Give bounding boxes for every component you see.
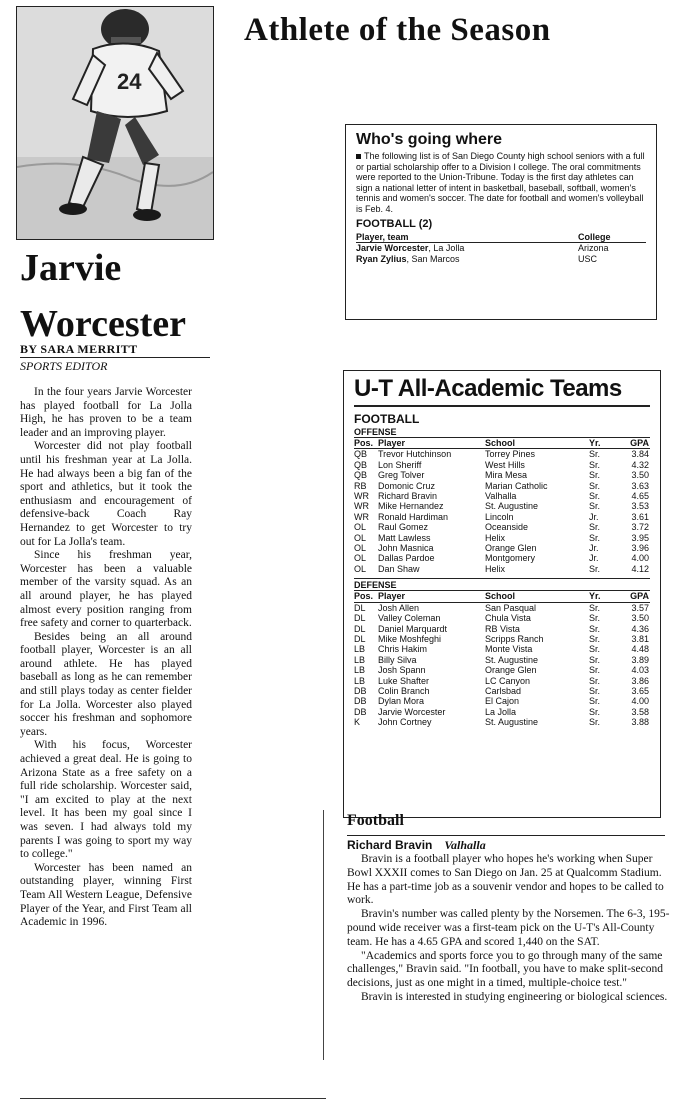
- cell-pos: K: [354, 717, 361, 728]
- whos-going-where-box: [345, 124, 657, 320]
- cell-gpa: 3.84: [631, 449, 649, 460]
- cell-yr: Sr.: [589, 501, 601, 512]
- cell-gpa: 3.89: [631, 654, 649, 665]
- cell-school: Scripps Ranch: [485, 633, 544, 644]
- cell-school: St. Augustine: [485, 654, 539, 665]
- player-name: Ryan Zylius: [356, 254, 407, 264]
- cell-player: Josh Allen: [378, 602, 420, 613]
- whos-going-where-header: [356, 232, 646, 243]
- cell-yr: Sr.: [589, 717, 601, 728]
- feature-paragraph: Bravin is interested in studying engineering or biological sciences.: [361, 990, 668, 1003]
- cell-gpa: 4.00: [631, 553, 649, 564]
- cell-gpa: 4.36: [631, 623, 649, 634]
- cell-player: Jarvie Worcester: [378, 706, 446, 717]
- cell-pos: OL: [354, 543, 367, 554]
- cell-yr: Sr.: [589, 696, 601, 707]
- table-row: [354, 543, 650, 553]
- cell-school: Orange Glen: [485, 543, 537, 554]
- whos-going-where-intro: [356, 151, 646, 214]
- intro-text: The following list is of San Diego County high school seniors with a full or partial scholarship offer to a Division I college. The oral commitments were reported to the Union-Tribune. Today is the first day athletes can sign a national letter of intent in basketball, baseball, softball, women's tennis and women's soccer. The date for football and women's volleyball is Feb. 4.: [356, 151, 645, 214]
- cell-yr: Sr.: [589, 491, 601, 502]
- table-row: [354, 449, 650, 459]
- byline-author: BY SARA MERRITT: [20, 342, 138, 356]
- cell-gpa: 4.12: [631, 563, 649, 574]
- table-row: [356, 254, 646, 265]
- cell-gpa: 3.53: [631, 501, 649, 512]
- cell-player: Dan Shaw: [378, 563, 420, 574]
- cell-school: Lincoln: [485, 511, 514, 522]
- cell-yr: Sr.: [589, 480, 601, 491]
- cell-school: Helix: [485, 532, 506, 543]
- article-paragraph: Besides being an all around football player, Worcester is an all around athlete. He has played baseball as long as he can remember and still plays today as center fielder for La Jolla. Worcester also played soccer his freshman and sophomore years.: [20, 630, 192, 738]
- athlete-name: [20, 240, 210, 352]
- cell-school: La Jolla: [485, 706, 517, 717]
- header-school: School: [485, 591, 516, 602]
- table-row: [354, 491, 650, 501]
- player-team: Ryan Zylius, San Marcos: [356, 254, 460, 264]
- table-row: [354, 655, 650, 665]
- cell-pos: DB: [354, 706, 367, 717]
- cell-school: Marian Catholic: [485, 480, 548, 491]
- cell-gpa: 3.96: [631, 543, 649, 554]
- cell-pos: DB: [354, 696, 367, 707]
- cell-school: Oceanside: [485, 522, 529, 533]
- table-row: [354, 501, 650, 511]
- cell-player: Josh Spann: [378, 665, 426, 676]
- cell-yr: Jr.: [589, 553, 599, 564]
- feature-paragraph: Bravin is a football player who hopes he's working when Super Bowl XXXII comes to San Diego on Jan. 25 at Qualcomm Stadium. He has a part-time job as a souvenir vendor and hopes to be called to work.: [347, 853, 664, 907]
- cell-school: Monte Vista: [485, 644, 533, 655]
- article-paragraph: Since his freshman year, Worcester has been a valuable member of the varsity squad. As an all around player, he has played almost every position ranging from free safety and corner to quarterback.: [20, 549, 192, 630]
- athlete-last-name: Worcester: [20, 303, 186, 346]
- bullet-square-icon: [356, 154, 361, 159]
- table-row: [354, 470, 650, 480]
- cell-school: Orange Glen: [485, 665, 537, 676]
- table-row: [354, 634, 650, 644]
- defense-header: [354, 591, 650, 602]
- cell-gpa: 3.72: [631, 522, 649, 533]
- college-name: Arizona: [578, 243, 609, 253]
- offense-list: [354, 449, 650, 574]
- cell-pos: OL: [354, 563, 367, 574]
- cell-gpa: 3.88: [631, 717, 649, 728]
- cell-pos: QB: [354, 459, 368, 470]
- academic-teams-section: FOOTBALL: [354, 412, 420, 426]
- defense-label: DEFENSE: [354, 580, 650, 591]
- table-row: [354, 613, 650, 623]
- feature-school: Valhalla: [444, 838, 486, 852]
- cell-school: El Cajon: [485, 696, 520, 707]
- cell-yr: Jr.: [589, 543, 599, 554]
- table-row: [354, 676, 650, 686]
- football-player-image: [17, 7, 213, 239]
- table-row: [354, 686, 650, 696]
- cell-player: Valley Coleman: [378, 613, 441, 624]
- defense-list: [354, 603, 650, 728]
- table-row: [354, 522, 650, 532]
- cell-yr: Sr.: [589, 522, 601, 533]
- college-name: USC: [578, 254, 598, 264]
- cell-player: Daniel Marquardt: [378, 623, 448, 634]
- cell-yr: Sr.: [589, 644, 601, 655]
- header-gpa: GPA: [630, 591, 649, 602]
- cell-school: Helix: [485, 563, 506, 574]
- cell-gpa: 4.48: [631, 644, 649, 655]
- team-name: San Marcos: [411, 254, 460, 264]
- column-divider: [323, 810, 324, 1060]
- cell-pos: LB: [354, 675, 366, 686]
- cell-yr: Sr.: [589, 654, 601, 665]
- header-yr: Yr.: [589, 591, 601, 602]
- page-title: Athlete of the Season: [244, 12, 551, 48]
- cell-school: San Pasqual: [485, 602, 537, 613]
- cell-pos: LB: [354, 644, 366, 655]
- feature-player-name: Richard Bravin: [347, 838, 433, 852]
- cell-pos: DL: [354, 623, 366, 634]
- table-row: [354, 603, 650, 613]
- cell-school: RB Vista: [485, 623, 520, 634]
- cell-player: Colin Branch: [378, 685, 430, 696]
- cell-pos: RB: [354, 480, 367, 491]
- cell-pos: OL: [354, 532, 367, 543]
- cell-pos: DB: [354, 685, 367, 696]
- cell-gpa: 3.57: [631, 602, 649, 613]
- header-gpa: GPA: [630, 438, 649, 448]
- cell-yr: Sr.: [589, 706, 601, 717]
- football-section-title: Football: [347, 812, 404, 829]
- cell-gpa: 3.50: [631, 470, 649, 481]
- cell-player: John Masnica: [378, 543, 434, 554]
- athlete-photo: [16, 6, 214, 240]
- feature-paragraph: "Academics and sports force you to go through many of the same challenges," Bravin said. "In football, you have to make split-second decisions, just as one might in a timed, multiple-choice test.": [347, 949, 663, 990]
- team-name: La Jolla: [433, 243, 465, 253]
- header-college: College: [578, 232, 611, 242]
- cell-yr: Sr.: [589, 449, 601, 460]
- cell-gpa: 3.81: [631, 633, 649, 644]
- cell-school: Torrey Pines: [485, 449, 536, 460]
- article-paragraph: In the four years Jarvie Worcester has played football for La Jolla High, he has proven to be a team leader and an improving player.: [20, 386, 192, 439]
- cell-player: Ronald Hardiman: [378, 511, 449, 522]
- cell-school: Valhalla: [485, 491, 517, 502]
- cell-player: Richard Bravin: [378, 491, 438, 502]
- offense-header: [354, 438, 650, 449]
- article-paragraph: Worcester has been named an outstanding player, winning First Team All Western League, Defensive Player of the Year, and First Team all Academic in 1996.: [20, 861, 192, 929]
- cell-gpa: 3.61: [631, 511, 649, 522]
- cell-player: Greg Tolver: [378, 470, 425, 481]
- cell-school: St. Augustine: [485, 717, 539, 728]
- table-row: [354, 624, 650, 634]
- cell-gpa: 4.65: [631, 491, 649, 502]
- cell-school: Montgomery: [485, 553, 536, 564]
- cell-pos: LB: [354, 665, 366, 676]
- table-row: [354, 644, 650, 654]
- football-body: [347, 853, 671, 1005]
- academic-teams-title: U-T All-Academic Teams: [354, 375, 650, 407]
- section-divider: [354, 574, 650, 579]
- cell-yr: Jr.: [589, 511, 599, 522]
- cell-player: Billy Silva: [378, 654, 417, 665]
- cell-school: Carlsbad: [485, 685, 522, 696]
- cell-player: John Cortney: [378, 717, 432, 728]
- cell-pos: QB: [354, 470, 368, 481]
- cell-yr: Sr.: [589, 675, 601, 686]
- cell-yr: Sr.: [589, 459, 601, 470]
- cell-gpa: 3.63: [631, 480, 649, 491]
- cell-player: Chris Hakim: [378, 644, 428, 655]
- cell-yr: Sr.: [589, 532, 601, 543]
- cell-gpa: 3.86: [631, 675, 649, 686]
- cell-player: Mike Hernandez: [378, 501, 444, 512]
- article-paragraph: Worcester did not play football until his freshman year at La Jolla. He had always been a big fan of the sport and athletics, but it took the enthusiasm and encouragement of defensive-back Coach Ray Hernandez to get Worcester to try out for La Jolla's team.: [20, 440, 192, 548]
- byline-role: SPORTS EDITOR: [20, 357, 210, 374]
- table-row: [354, 533, 650, 543]
- cell-player: Domonic Cruz: [378, 480, 436, 491]
- cell-pos: DL: [354, 633, 366, 644]
- header-player: Player, team: [356, 232, 409, 242]
- cell-yr: Sr.: [589, 665, 601, 676]
- whos-going-where-section: FOOTBALL (2): [356, 218, 433, 230]
- football-divider: [347, 835, 665, 836]
- table-row: [354, 665, 650, 675]
- cell-yr: Sr.: [589, 563, 601, 574]
- table-row: [354, 460, 650, 470]
- athlete-first-name: Jarvie: [20, 247, 122, 289]
- cell-gpa: 4.32: [631, 459, 649, 470]
- cell-player: Raul Gomez: [378, 522, 429, 533]
- cell-pos: DL: [354, 613, 366, 624]
- table-row: [354, 512, 650, 522]
- cell-gpa: 4.00: [631, 696, 649, 707]
- cell-pos: WR: [354, 491, 369, 502]
- cell-pos: QB: [354, 449, 368, 460]
- cell-pos: OL: [354, 522, 367, 533]
- cell-player: Dylan Mora: [378, 696, 425, 707]
- cell-school: Mira Mesa: [485, 470, 528, 481]
- cell-school: West Hills: [485, 459, 525, 470]
- bottom-divider: [20, 1098, 326, 1099]
- article-paragraph: With his focus, Worcester achieved a great deal. He is going to Arizona State as a free safety on a full ride scholarship. Worcester said, "I am excited to play at the next level. It has been my goal since I was seven. I had always told my parents I was going to sport my way to college.": [20, 739, 192, 861]
- cell-pos: LB: [354, 654, 366, 665]
- player-name: Jarvie Worcester: [356, 243, 429, 253]
- whos-going-where-title: Who's going where: [356, 131, 503, 148]
- header-pos: Pos.: [354, 591, 374, 602]
- cell-player: Lon Sheriff: [378, 459, 422, 470]
- cell-school: Chula Vista: [485, 613, 531, 624]
- header-player: Player: [378, 591, 406, 602]
- cell-yr: Sr.: [589, 623, 601, 634]
- cell-player: Dallas Pardoe: [378, 553, 435, 564]
- header-yr: Yr.: [589, 438, 601, 448]
- cell-player: Mike Moshfeghi: [378, 633, 442, 644]
- cell-school: LC Canyon: [485, 675, 531, 686]
- table-row: [354, 564, 650, 574]
- table-row: [354, 696, 650, 706]
- cell-yr: Sr.: [589, 602, 601, 613]
- cell-gpa: 3.58: [631, 706, 649, 717]
- article-body: [20, 386, 192, 930]
- cell-yr: Sr.: [589, 633, 601, 644]
- table-row: [356, 243, 646, 254]
- cell-yr: Sr.: [589, 613, 601, 624]
- header-school: School: [485, 438, 516, 448]
- offense-label: OFFENSE: [354, 427, 650, 438]
- cell-gpa: 3.50: [631, 613, 649, 624]
- cell-pos: WR: [354, 501, 369, 512]
- table-row: [354, 707, 650, 717]
- cell-pos: DL: [354, 602, 366, 613]
- table-row: [354, 553, 650, 563]
- svg-text:24: 24: [117, 69, 142, 94]
- byline: [20, 342, 210, 374]
- football-byline: [347, 838, 486, 853]
- cell-player: Trevor Hutchinson: [378, 449, 452, 460]
- player-team: Jarvie Worcester, La Jolla: [356, 243, 465, 253]
- feature-paragraph: Bravin's number was called plenty by the Norsemen. The 6-3, 195-pound wide receiver was a first-team pick on the U-T's All-County team. He has a 4.65 GPA and scored 1,440 on the SAT.: [347, 908, 670, 948]
- table-row: [354, 481, 650, 491]
- academic-teams-box: [343, 370, 661, 818]
- cell-player: Matt Lawless: [378, 532, 431, 543]
- cell-gpa: 4.03: [631, 665, 649, 676]
- header-pos: Pos.: [354, 438, 374, 448]
- cell-pos: OL: [354, 553, 367, 564]
- table-row: [354, 717, 650, 727]
- cell-yr: Sr.: [589, 685, 601, 696]
- cell-gpa: 3.65: [631, 685, 649, 696]
- cell-pos: WR: [354, 511, 369, 522]
- cell-gpa: 3.95: [631, 532, 649, 543]
- cell-school: St. Augustine: [485, 501, 539, 512]
- cell-player: Luke Shafter: [378, 675, 430, 686]
- header-player: Player: [378, 438, 406, 448]
- cell-yr: Sr.: [589, 470, 601, 481]
